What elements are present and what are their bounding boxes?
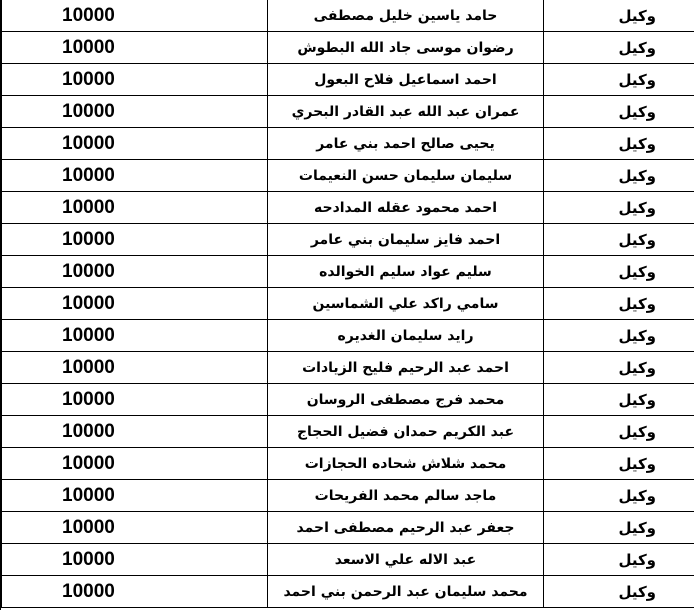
table-row <box>2 544 694 576</box>
name-cell: رضوان موسى جاد الله البطوش <box>268 32 544 64</box>
amount-cell: 10000 <box>2 384 268 416</box>
role-cell: وكيل <box>544 512 694 544</box>
table-row <box>2 32 694 64</box>
table-row <box>2 0 694 32</box>
name-cell: ماجد سالم محمد الفريحات <box>268 480 544 512</box>
table-row <box>2 64 694 96</box>
name-cell: محمد سليمان عبد الرحمن بني احمد <box>268 576 544 608</box>
amount-cell: 10000 <box>2 160 268 192</box>
name-cell: رايد سليمان الغديره <box>268 320 544 352</box>
name-cell: عبد الكريم حمدان فضيل الحجاج <box>268 416 544 448</box>
role-cell: وكيل <box>544 160 694 192</box>
agents-table <box>1 0 694 608</box>
amount-cell: 10000 <box>2 352 268 384</box>
name-cell: احمد عبد الرحيم فليح الزيادات <box>268 352 544 384</box>
amount-cell: 10000 <box>2 0 268 32</box>
role-cell: وكيل <box>544 352 694 384</box>
amount-cell: 10000 <box>2 32 268 64</box>
table-row <box>2 416 694 448</box>
table-row <box>2 160 694 192</box>
table-row <box>2 288 694 320</box>
role-cell: وكيل <box>544 288 694 320</box>
table-row <box>2 448 694 480</box>
role-cell: وكيل <box>544 320 694 352</box>
amount-cell: 10000 <box>2 320 268 352</box>
amount-cell: 10000 <box>2 576 268 608</box>
name-cell: احمد فايز سليمان بني عامر <box>268 224 544 256</box>
role-cell: وكيل <box>544 256 694 288</box>
table-row <box>2 384 694 416</box>
amount-cell: 10000 <box>2 192 268 224</box>
amount-cell: 10000 <box>2 224 268 256</box>
name-cell: عمران عبد الله عبد القادر البحري <box>268 96 544 128</box>
role-cell: وكيل <box>544 224 694 256</box>
role-cell: وكيل <box>544 64 694 96</box>
table-row <box>2 224 694 256</box>
table-row <box>2 320 694 352</box>
table-row <box>2 576 694 608</box>
role-cell: وكيل <box>544 96 694 128</box>
table-row <box>2 96 694 128</box>
amount-cell: 10000 <box>2 64 268 96</box>
table-row <box>2 512 694 544</box>
table-row <box>2 256 694 288</box>
name-cell: سامي راكد علي الشماسين <box>268 288 544 320</box>
name-cell: يحيى صالح احمد بني عامر <box>268 128 544 160</box>
amount-cell: 10000 <box>2 96 268 128</box>
amount-cell: 10000 <box>2 448 268 480</box>
amount-cell: 10000 <box>2 480 268 512</box>
name-cell: سليم عواد سليم الخوالده <box>268 256 544 288</box>
role-cell: وكيل <box>544 0 694 32</box>
name-cell: محمد فرج مصطفى الروسان <box>268 384 544 416</box>
role-cell: وكيل <box>544 32 694 64</box>
table-row <box>2 192 694 224</box>
role-cell: وكيل <box>544 384 694 416</box>
amount-cell: 10000 <box>2 128 268 160</box>
name-cell: احمد اسماعيل فلاح البعول <box>268 64 544 96</box>
name-cell: احمد محمود عقله المدادحه <box>268 192 544 224</box>
name-cell: جعفر عبد الرحيم مصطفى احمد <box>268 512 544 544</box>
role-cell: وكيل <box>544 192 694 224</box>
role-cell: وكيل <box>544 576 694 608</box>
name-cell: محمد شلاش شحاده الحجازات <box>268 448 544 480</box>
table-row <box>2 480 694 512</box>
amount-cell: 10000 <box>2 288 268 320</box>
role-cell: وكيل <box>544 544 694 576</box>
table-row <box>2 352 694 384</box>
name-cell: حامد ياسين خليل مصطفى <box>268 0 544 32</box>
agents-table-body <box>2 0 694 608</box>
amount-cell: 10000 <box>2 544 268 576</box>
name-cell: عبد الاله علي الاسعد <box>268 544 544 576</box>
role-cell: وكيل <box>544 416 694 448</box>
name-cell: سليمان سليمان حسن النعيمات <box>268 160 544 192</box>
amount-cell: 10000 <box>2 512 268 544</box>
role-cell: وكيل <box>544 128 694 160</box>
role-cell: وكيل <box>544 448 694 480</box>
role-cell: وكيل <box>544 480 694 512</box>
amount-cell: 10000 <box>2 256 268 288</box>
amount-cell: 10000 <box>2 416 268 448</box>
table-row <box>2 128 694 160</box>
